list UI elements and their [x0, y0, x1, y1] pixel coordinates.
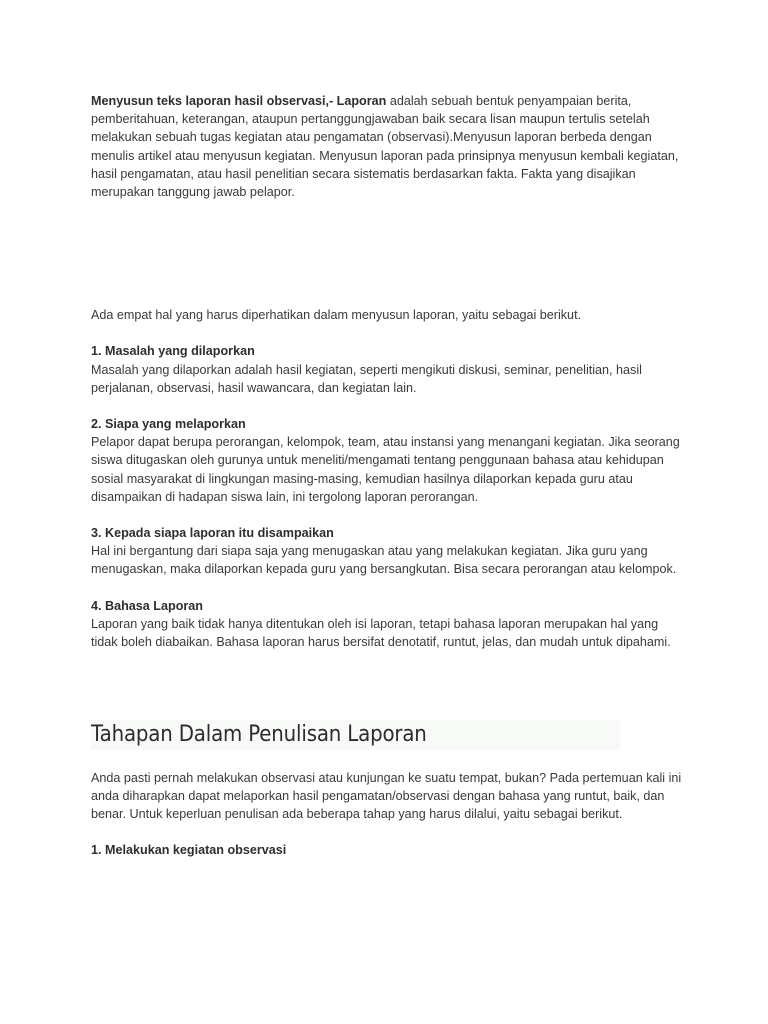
item-title: 3. Kepada siapa laporan itu disampaikan	[91, 526, 334, 541]
item-title: 1. Masalah yang dilaporkan	[91, 344, 255, 359]
item-text: Laporan yang baik tidak hanya ditentukan oleh isi laporan, tetapi bahasa laporan merupakan hal yang tidak boleh diabaikan. Bahasa laporan harus bersifat denotatif, runtut, jelas, dan mudah untuk dipahami.	[91, 616, 671, 650]
list-item	[91, 524, 683, 579]
list-item	[91, 342, 683, 397]
document-page	[91, 92, 683, 859]
item-text: Masalah yang dilaporkan adalah hasil kegiatan, seperti mengikuti diskusi, seminar, penelitian, hasil perjalanan, observasi, hasil wawancara, dan kegiatan lain.	[91, 362, 642, 395]
list-item	[91, 415, 683, 506]
item-title: 2. Siapa yang melaporkan	[91, 417, 246, 432]
item-title: 4. Bahasa Laporan	[91, 598, 203, 613]
lead-paragraph: Ada empat hal yang harus diperhatikan dalam menyusun laporan, yaitu sebagai berikut.	[91, 308, 582, 323]
item-text: Pelapor dapat berupa perorangan, kelompok, team, atau instansi yang menangani kegiatan. Jika seorang siswa ditugaskan oleh gurunya untuk meneliti/mengamati tentang penggunaan bahasa atau kehidupan sosial masyarakat di lingkungan masing-masing, kemudian hasilnya dilaporkan kepada guru atau disampaikan di hadapan siswa lain, ini tergolong laporan perorangan.	[91, 435, 680, 504]
item-text: Hal ini bergantung dari siapa saja yang menugaskan atau yang melakukan kegiatan. Jika guru yang menugaskan, maka dilaporkan kepada guru yang bersangkutan. Bisa secara perorangan atau kelompok.	[91, 544, 677, 577]
intro-paragraph	[91, 92, 683, 201]
section-heading: Tahapan Dalam Penulisan Laporan	[91, 720, 620, 750]
intro-title: Menyusun teks laporan hasil observasi,- Laporan	[91, 94, 387, 108]
section-body: Anda pasti pernah melakukan observasi atau kunjungan ke suatu tempat, bukan? Pada pertemuan kali ini anda diharapkan dapat melaporkan hasil pengamatan/observasi dengan bahasa yang runtut, baik, dan benar. Untuk keperluan penulisan ada beberapa tahap yang harus dilalui, yaitu sebagai berikut.	[91, 770, 682, 821]
blank-space	[91, 201, 683, 306]
step-title: 1. Melakukan kegiatan observasi	[91, 843, 287, 858]
intro-text: adalah sebuah bentuk penyampaian berita, pemberitahuan, keterangan, ataupun pertanggungjawaban baik secara lisan maupun tertulis setelah melakukan sebuah tugas kegiatan atau pengamatan (observasi).Menyusun laporan berbeda dengan menulis artikel atau menyusun kegiatan. Menyusun laporan pada prinsipnya menyusun kembali kegiatan, hasil pengamatan, atau hasil penelitian secara sistematis berdasarkan fakta. Fakta yang disajikan merupakan tanggung jawab pelapor.	[91, 94, 679, 200]
list-item	[91, 597, 683, 652]
